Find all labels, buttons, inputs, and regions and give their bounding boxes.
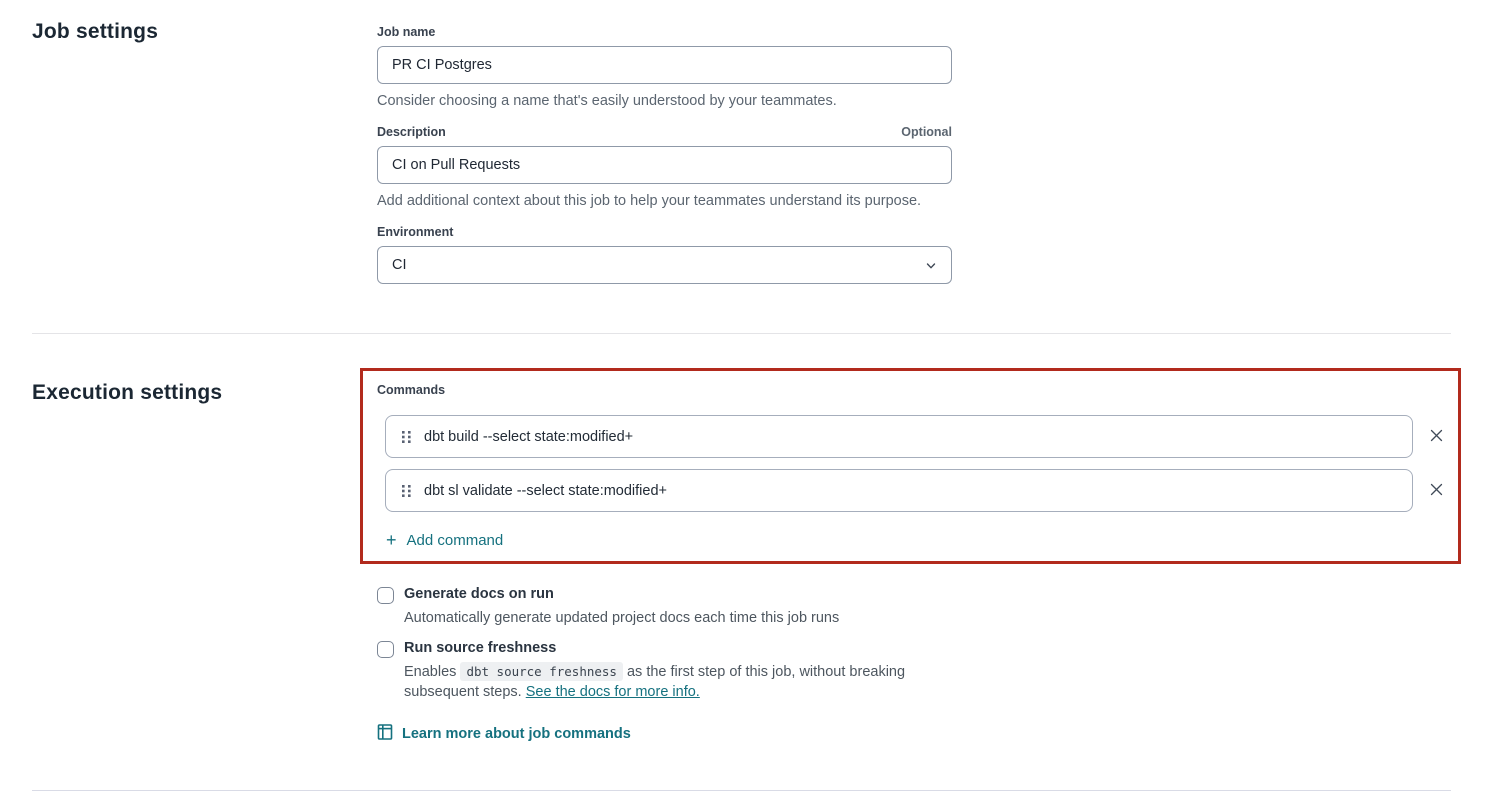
description-helper: Add additional context about this job to help your teammates understand its purpose. — [377, 193, 922, 209]
freshness-code-snippet: dbt source freshness — [460, 662, 623, 681]
description-field-group — [377, 125, 952, 209]
generate-docs-description: Automatically generate updated project docs each time this job runs — [404, 610, 840, 626]
bottom-divider — [32, 790, 1451, 791]
generate-docs-group — [377, 586, 839, 628]
command-input-2[interactable] — [424, 483, 1412, 499]
add-command-label: Add command — [406, 532, 504, 549]
run-source-freshness-checkbox[interactable] — [377, 641, 394, 658]
job-settings-heading: Job settings — [32, 20, 159, 43]
learn-more-link[interactable] — [377, 723, 631, 745]
commands-label: Commands — [377, 383, 446, 397]
job-name-label: Job name — [377, 25, 436, 39]
section-divider — [32, 333, 1451, 334]
drag-handle-icon[interactable] — [402, 484, 411, 498]
chevron-down-icon — [924, 259, 938, 277]
job-name-helper: Consider choosing a name that's easily understood by your teammates. — [377, 93, 837, 109]
book-icon — [377, 723, 393, 745]
remove-command-1-button[interactable] — [1428, 427, 1445, 444]
run-source-freshness-label: Run source freshness — [404, 640, 557, 656]
generate-docs-label: Generate docs on run — [404, 586, 554, 602]
learn-more-label: Learn more about job commands — [402, 726, 631, 742]
drag-handle-icon[interactable] — [402, 430, 411, 444]
run-source-freshness-description — [404, 662, 939, 702]
environment-select[interactable] — [377, 246, 952, 284]
environment-selected-value: CI — [392, 257, 407, 273]
generate-docs-checkbox[interactable] — [377, 587, 394, 604]
command-row — [385, 469, 1413, 512]
environment-label: Environment — [377, 225, 454, 239]
description-input[interactable] — [377, 146, 952, 184]
description-optional-badge: Optional — [901, 125, 952, 139]
remove-command-2-button[interactable] — [1428, 481, 1445, 498]
commands-highlight-box — [360, 368, 1461, 564]
job-name-input[interactable] — [377, 46, 952, 84]
add-command-button[interactable] — [386, 532, 503, 549]
freshness-desc-suffix: as the first step of this job, without breaking subsequent steps. — [404, 664, 906, 700]
see-docs-link[interactable]: See the docs for more info. — [525, 684, 700, 700]
environment-field-group — [377, 225, 952, 284]
plus-icon: + — [386, 530, 397, 550]
job-name-field-group — [377, 25, 952, 109]
command-input-1[interactable] — [424, 429, 1412, 445]
description-label: Description — [377, 125, 446, 139]
execution-settings-heading: Execution settings — [32, 381, 223, 404]
run-source-freshness-group — [377, 640, 939, 702]
freshness-desc-prefix: Enables — [404, 664, 461, 680]
command-row — [385, 415, 1413, 458]
